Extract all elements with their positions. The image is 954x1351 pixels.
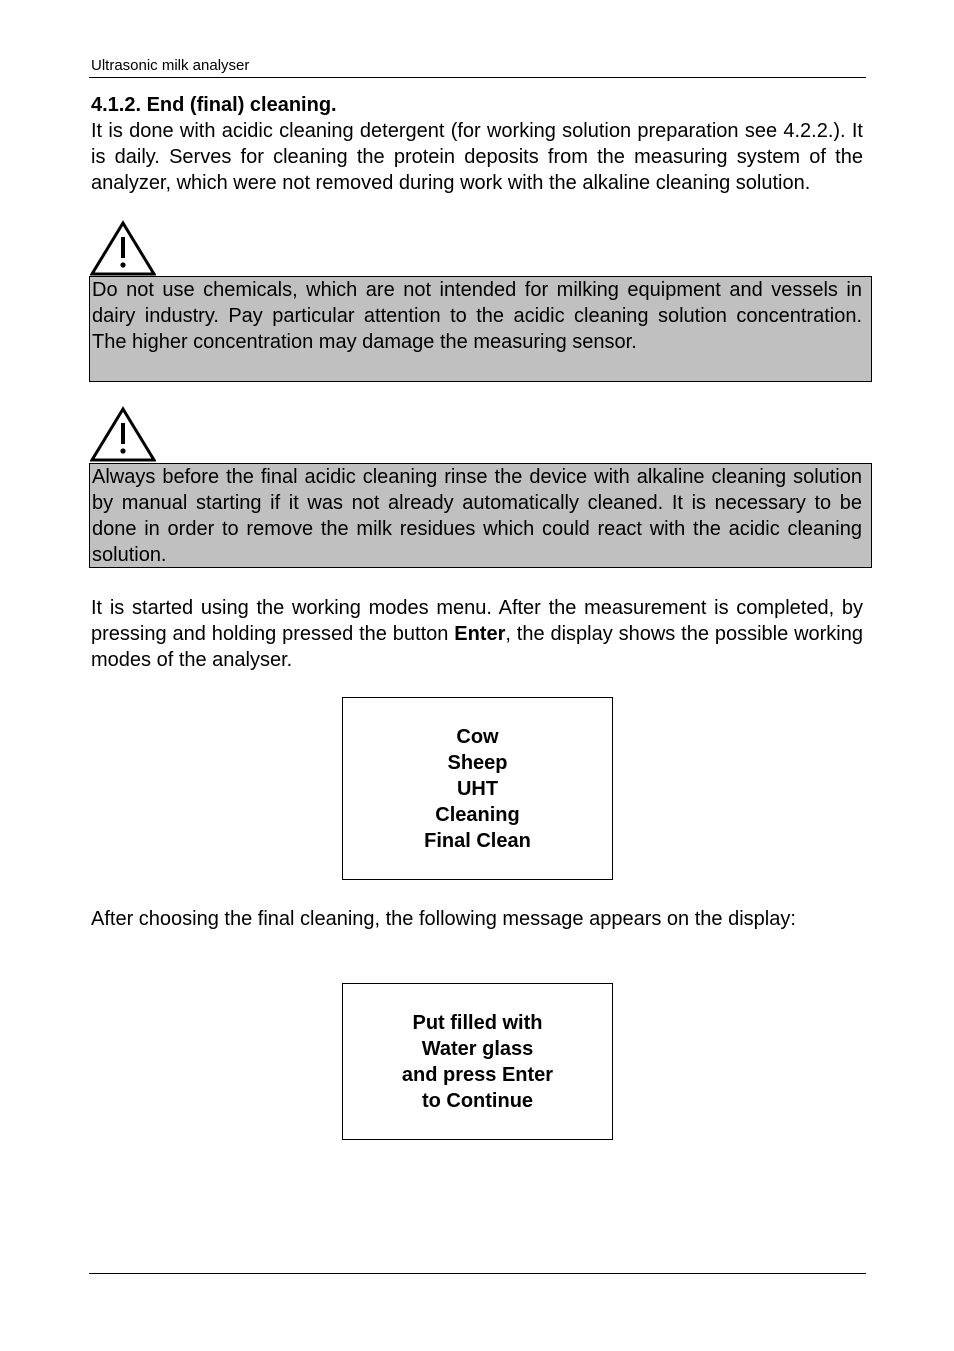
display-working-modes xyxy=(342,697,613,880)
warning-text: Do not use chemicals, which are not intended for milking equipment and vessels in dairy industry. Pay particular attention to the acidic cleaning solution concentration. The higher concentration may damage the measuring sensor. xyxy=(92,279,862,353)
started-text-after: , the display shows the possible working modes of the analyser. xyxy=(91,623,863,671)
message-line: and press Enter xyxy=(401,1063,554,1086)
intro-paragraph: It is done with acidic cleaning detergent (for working solution preparation see 4.2.2.). It is daily. Serves for cleaning the protein deposits from the measuring system of the analyzer, which were not removed during work with the alkaline cleaning solution. xyxy=(91,120,863,194)
after-paragraph: After choosing the final cleaning, the following message appears on the display: xyxy=(91,908,796,930)
display-message xyxy=(342,983,613,1140)
mode-sheep: Sheep xyxy=(447,751,508,774)
footer-divider xyxy=(89,1273,866,1274)
warning-box-rinse xyxy=(89,463,872,568)
warning-triangle-icon xyxy=(90,220,156,276)
mode-final-clean: Final Clean xyxy=(424,829,531,852)
section-title: 4.1.2. End (final) cleaning. xyxy=(91,94,337,116)
warning-box-chemicals xyxy=(89,276,872,382)
mode-uht: UHT xyxy=(456,777,499,800)
warning-text: Always before the final acidic cleaning rinse the device with alkaline cleaning solution by manual starting if it was not already automatically cleaned. It is necessary to be done in order to remove the milk residues which could react with the acidic cleaning solution. xyxy=(92,466,862,566)
started-paragraph xyxy=(91,595,863,673)
header-divider xyxy=(89,77,866,78)
started-text-before: It is started using the working modes menu. After the measurement is completed, by pressing and holding pressed the button xyxy=(91,597,863,645)
message-line: Put filled with xyxy=(412,1011,543,1034)
running-header: Ultrasonic milk analyser xyxy=(91,57,250,74)
message-line: Water glass xyxy=(421,1037,534,1060)
enter-key-label: Enter xyxy=(454,623,506,645)
mode-cleaning: Cleaning xyxy=(435,803,520,826)
mode-cow: Cow xyxy=(456,725,499,748)
warning-triangle-icon xyxy=(90,406,156,462)
message-line: to Continue xyxy=(421,1089,534,1112)
